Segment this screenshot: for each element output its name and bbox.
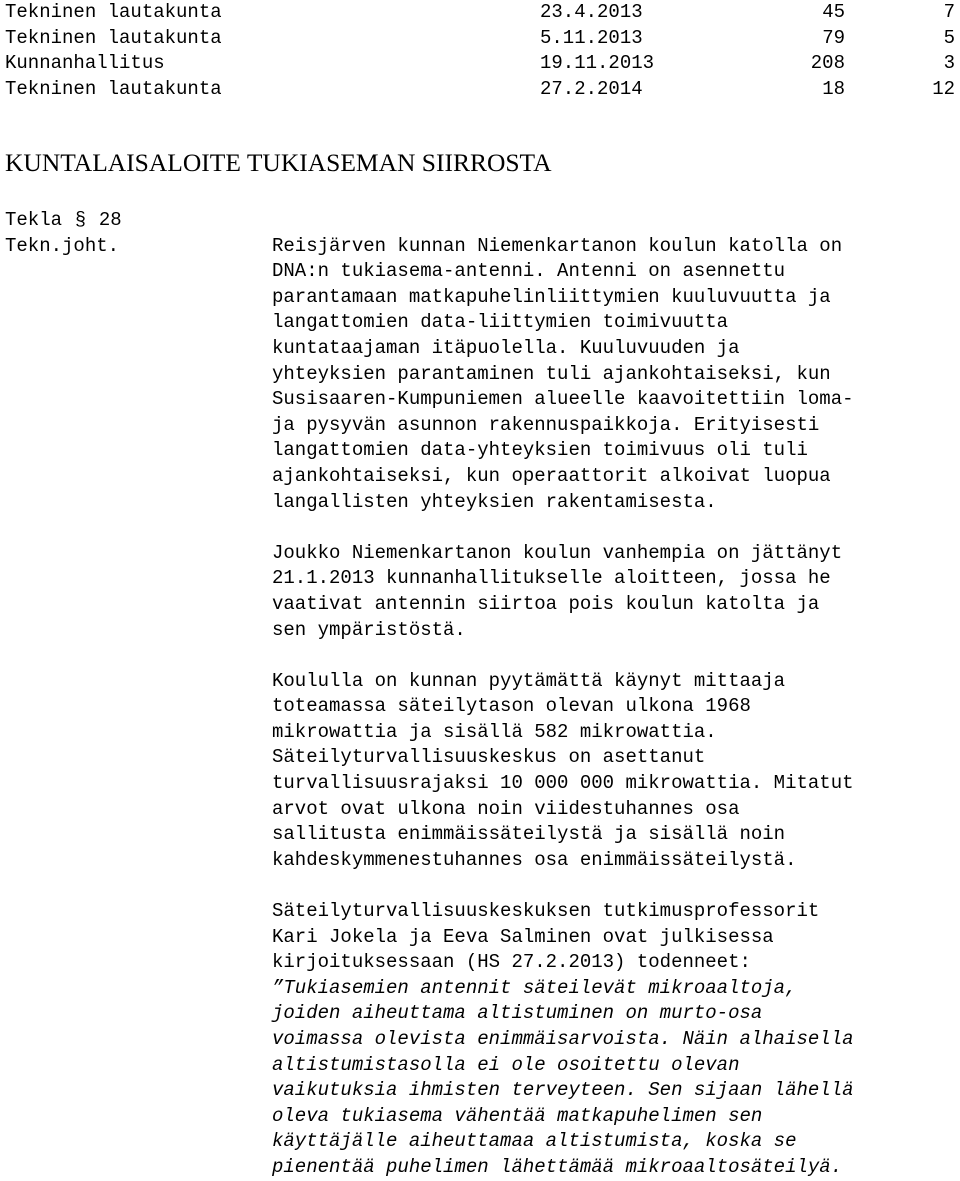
paragraph-line: Koululla on kunnan pyytämättä käynyt mittaaja xyxy=(272,669,786,692)
history-date: 23.4.2013 xyxy=(540,1,643,23)
paragraph-line: kahdeskymmenestuhannes osa enimmäissäteilystä. xyxy=(272,848,797,871)
quote-line: vaikutuksia ihmisten terveyteen. Sen sijaan lähellä xyxy=(272,1079,854,1102)
history-row xyxy=(5,77,955,103)
section-sign-icon: § xyxy=(74,209,87,231)
paragraph-line: DNA:n tukiasema-antenni. Antenni on asennettu xyxy=(272,260,786,283)
paragraph-line: Joukko Niemenkartanon koulun vanhempia on jättänyt xyxy=(272,541,843,564)
paragraph-line: 21.1.2013 kunnanhallitukselle aloitteen, jossa he xyxy=(272,567,831,590)
history-pages: 12 xyxy=(932,77,955,100)
paragraph-line: Susisaaren-Kumpuniemen alueelle kaavoitettiin loma- xyxy=(272,388,854,411)
history-number: 18 xyxy=(822,77,845,100)
section-reference xyxy=(5,208,122,234)
history-body: Tekninen lautakunta xyxy=(5,1,222,23)
paragraph-line: sen ympäristöstä. xyxy=(272,618,466,641)
paragraph-line: Säteilyturvallisuuskeskuksen tutkimusprofessorit xyxy=(272,900,820,923)
history-pages: 3 xyxy=(943,52,955,75)
paragraph-line: arvot ovat ulkona noin viidestuhannes osa xyxy=(272,797,740,820)
history-row xyxy=(5,0,955,26)
paragraph-line: Säteilyturvallisuuskeskus on asettanut xyxy=(272,746,706,769)
quote-line: voimassa olevista enimmäisarvoista. Näin alhaisella xyxy=(272,1028,854,1050)
document-body xyxy=(272,234,960,1181)
quote-line: oleva tukiasema vähentää matkapuhelimen sen xyxy=(272,1104,763,1127)
quote-line: pienentää puhelimen lähettämää mikroaaltosäteilyä. xyxy=(272,1155,843,1178)
paragraph-line: mikrowattia ja sisällä 582 mikrowattia. xyxy=(272,720,717,743)
paragraph-gap xyxy=(272,873,960,899)
quote-line: altistumistasolla ei ole osoitettu olevan xyxy=(272,1053,740,1076)
history-date: 27.2.2014 xyxy=(540,77,643,100)
history-row xyxy=(5,26,955,52)
paragraph-line: vaativat antennin siirtoa pois koulun katolta ja xyxy=(272,592,820,615)
quote-line: ”Tukiasemien antennit säteilevät mikroaaltoja, xyxy=(272,976,797,999)
paragraph-gap xyxy=(272,643,960,669)
reference-number: 28 xyxy=(98,209,122,231)
meeting-history-table xyxy=(5,0,955,102)
paragraph-line: kuntataajaman itäpuolella. Kuuluvuuden ja xyxy=(272,336,740,359)
presenter-label: Tekn.joht. xyxy=(5,234,120,257)
paragraph-gap xyxy=(272,515,960,541)
history-body: Tekninen lautakunta xyxy=(5,77,222,100)
paragraph-line: langattomien data-liittymien toimivuutta xyxy=(272,311,729,334)
paragraph-line: ajankohtaiseksi, kun operaattorit alkoivat luopua xyxy=(272,464,831,487)
paragraph-line: langattomien data-yhteyksien toimivuus oli tuli xyxy=(272,439,808,462)
history-date: 5.11.2013 xyxy=(540,26,643,49)
history-number: 208 xyxy=(810,52,845,75)
section-heading: KUNTALAISALOITE TUKIASEMAN SIIRROSTA xyxy=(5,148,552,177)
paragraph-line: kirjoituksessaan (HS 27.2.2013) todenneet: xyxy=(272,951,751,974)
paragraph-line: toteamassa säteilytason olevan ulkona 1968 xyxy=(272,695,751,718)
paragraph-line: yhteyksien parantaminen tuli ajankohtaiseksi, kun xyxy=(272,362,831,385)
history-body: Tekninen lautakunta xyxy=(5,26,222,49)
history-pages: 5 xyxy=(943,26,955,49)
paragraph-line: Kari Jokela ja Eeva Salminen ovat julkisessa xyxy=(272,925,774,948)
paragraph-line: sallitusta enimmäissäteilystä ja sisällä noin xyxy=(272,823,786,846)
history-date: 19.11.2013 xyxy=(540,52,655,75)
paragraph-line: Reisjärven kunnan Niemenkartanon koulun katolla on xyxy=(272,234,843,257)
quote-line: joiden aiheuttama altistuminen on murto-osa xyxy=(272,1002,763,1025)
history-body: Kunnanhallitus xyxy=(5,52,165,75)
paragraph-line: parantamaan matkapuhelinliittymien kuuluvuutta ja xyxy=(272,285,831,308)
paragraph-line: turvallisuusrajaksi 10 000 000 mikrowattia. Mitatut xyxy=(272,772,854,795)
quote-line: käyttäjälle aiheuttamaa altistumista, koska se xyxy=(272,1130,797,1153)
history-row xyxy=(5,51,955,77)
history-pages: 7 xyxy=(943,1,955,23)
reference-prefix: Tekla xyxy=(5,209,63,231)
paragraph-line: langallisten yhteyksien rakentamisesta. xyxy=(272,490,717,513)
paragraph-line: ja pysyvän asunnon rakennuspaikkoja. Erityisesti xyxy=(272,413,820,436)
history-number: 79 xyxy=(822,26,845,49)
history-number: 45 xyxy=(822,1,845,23)
